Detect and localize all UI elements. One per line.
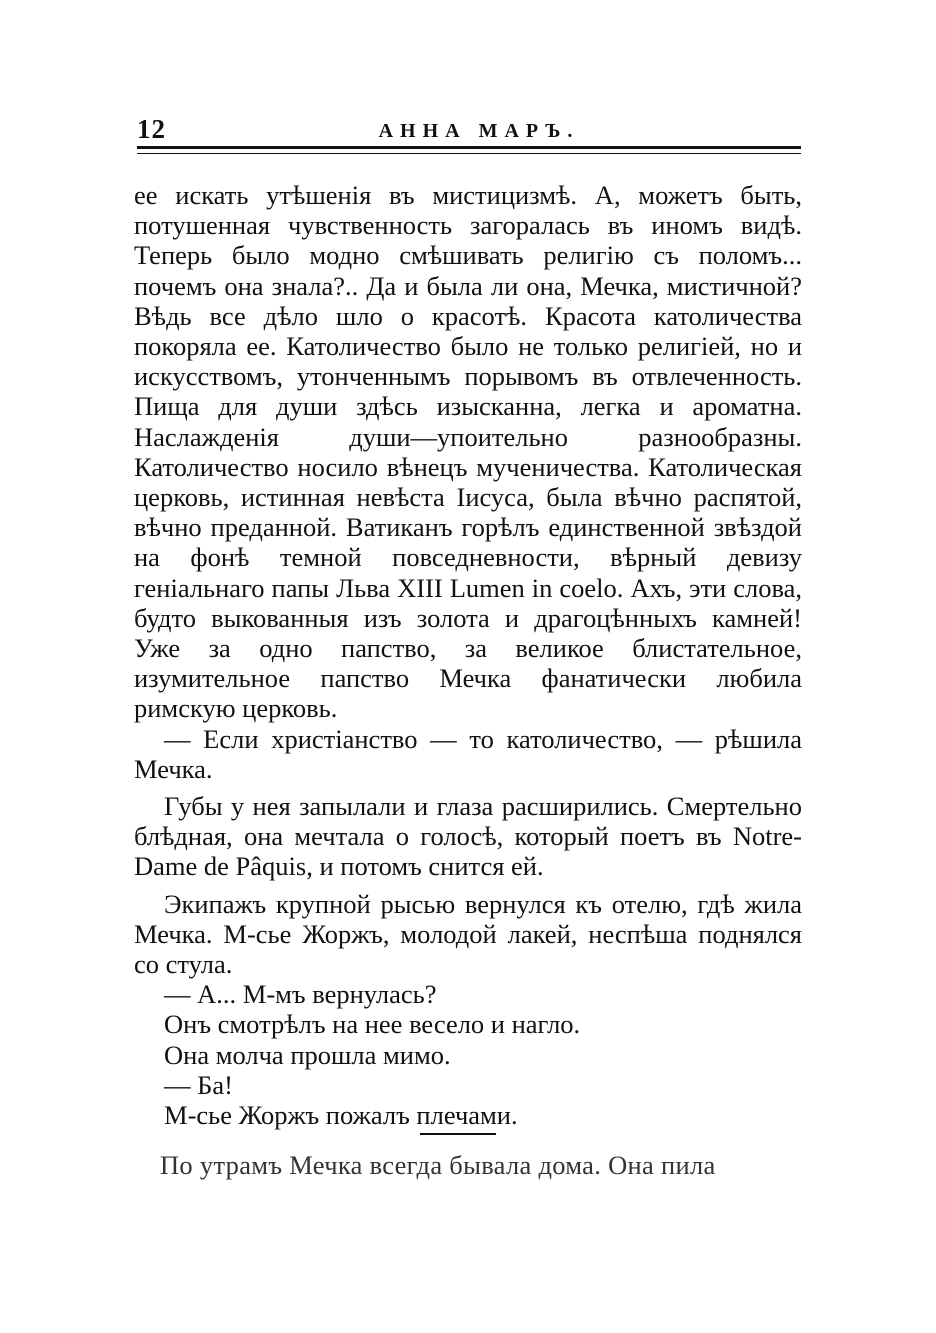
paragraph-4: Экипажъ крупной рысью вернулся къ отелю, гдѣ жила Мечка. М-сье Жоржъ, молодой лакей, неспѣша поднялся со стула. [134,888,802,980]
paragraph-9: М-сье Жоржъ пожалъ плечами. [164,1100,518,1131]
header-rule-thin [137,153,801,154]
next-section-first-line: По утрамъ Мечка всегда бывала дома. Она пила [160,1150,716,1180]
paragraph-1: ее искать утѣшенія въ мистицизмѣ. А, можетъ быть, потушенная чувственность загоралась въ иномъ видѣ. Теперь было модно смѣшивать религію съ поломъ... почемъ она знала?.. Да и была ли она, Мечка, мистичной? Вѣдь все дѣло шло о красотѣ. Красота католичества покоряла ее. Католичество было не только религіей, но и искусствомъ, утонченнымъ порывомъ въ отвлеченность. Пища для души здѣсь изысканна, легка и ароматна. Наслажденія души—упоительно разнообразны. Католичество носило вѣнецъ мученичества. Католическая церковь, истинная невѣста Іисуса, была вѣчно распятой, вѣчно преданной. Ватиканъ горѣлъ единственной звѣздой на фонѣ темной повседневности, вѣрный девизу геніальнаго папы Льва XIII Lumen in coelo. Ахъ, эти слова, будто выкованныя изъ золота и драгоцѣнныхъ камней! Уже за одно папство, за великое блистательное, изумительное папство Мечка фанатически любила римскую церковь. [134,180,802,724]
header-rule-thick [137,146,801,149]
paragraph-7: Она молча прошла мимо. [164,1039,451,1070]
paragraph-6: Онъ смотрѣлъ на нее весело и нагло. [164,1009,581,1040]
paragraph-8: — Ба! [164,1069,233,1100]
paragraph-2: — Если христіанство — то католичество, — рѣшила Мечка. [134,723,802,784]
paragraph-3: Губы у нея запылали и глаза расширились. Смертельно блѣдная, она мечтала о голосѣ, который поетъ въ Notre-Dame de Pâquis, и потомъ снится ей. [134,791,802,882]
page-number: 12 [137,114,166,144]
running-head [137,108,801,148]
running-title: АННА МАРЪ. [378,120,580,142]
section-break-rule [420,1133,496,1135]
paragraph-5: — А... М-мъ вернулась? [164,979,437,1010]
body-text [134,180,802,1130]
